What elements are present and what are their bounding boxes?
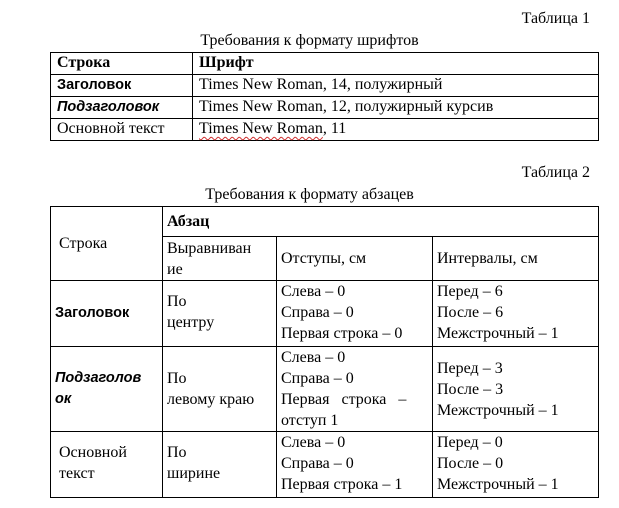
table-row (51, 97, 599, 119)
interval-line: Межстрочный – 1 (437, 325, 559, 342)
interval-line: Перед – 6 (437, 283, 503, 300)
table-row (51, 119, 599, 141)
indent-line: Слева – 0 (281, 434, 346, 451)
table1-row-value (193, 75, 599, 97)
interval-line: Межстрочный – 1 (437, 476, 559, 493)
table1-header-row (51, 53, 599, 75)
indent-line: отступ 1 (281, 412, 339, 429)
align-line: По (167, 444, 187, 461)
align-line: левому краю (167, 391, 255, 408)
table-row (51, 281, 599, 347)
table-row (51, 75, 599, 97)
interval-line: После – 3 (437, 380, 504, 398)
table2-row-intervals (433, 432, 599, 498)
font-params: , 14, полужирный (322, 76, 443, 93)
interval-line: После – 6 (437, 304, 504, 321)
table1-row-name: Основной текст (51, 119, 193, 141)
align-label-line: ие (167, 261, 183, 278)
table2-row-align (163, 432, 277, 498)
table-row (51, 347, 599, 432)
table-row (51, 432, 599, 498)
table2-header-row-label: Строка (51, 207, 163, 281)
interval-line: После – 0 (437, 455, 504, 472)
indent-line: Первая строка – 0 (281, 325, 403, 342)
align-line: По (167, 370, 187, 387)
indent-line: Слева – 0 (281, 283, 346, 300)
font-name-spellcheck: Times New Roman (199, 120, 323, 137)
table1-row-value (193, 97, 599, 119)
indent-line: Справа – 0 (281, 304, 354, 321)
table2-row-indents (277, 347, 433, 432)
font-name: Times New Roman (199, 98, 323, 115)
table2-title: Требования к формату абзацев (205, 186, 414, 203)
indent-line: Справа – 0 (281, 370, 354, 387)
table1-title: Требования к формату шрифтов (200, 32, 419, 49)
row-name-line: Подзаголов (55, 370, 142, 386)
table2-row-indents (277, 281, 433, 347)
table2-row-name (51, 432, 163, 498)
table2-number-label: Таблица 2 (521, 164, 590, 181)
table2-header-align (163, 237, 277, 281)
align-line: ширине (167, 465, 221, 482)
table2-row-align (163, 347, 277, 432)
font-params: , 11 (322, 120, 347, 137)
align-line: центру (167, 314, 215, 331)
font-name: Times New Roman (199, 76, 323, 93)
table1-number-label: Таблица 1 (521, 10, 590, 27)
interval-line: Межстрочный – 1 (437, 401, 559, 419)
table2-row-indents (277, 432, 433, 498)
row-name-line: ок (55, 391, 72, 407)
indent-line: Первая строка – (281, 391, 407, 408)
indent-line: Слева – 0 (281, 349, 346, 366)
font-requirements-table (50, 52, 599, 141)
table1-row-value (193, 119, 599, 141)
interval-line: Перед – 0 (437, 434, 503, 451)
table2-header-intervals: Интервалы, см (433, 237, 599, 281)
paragraph-requirements-table (50, 206, 599, 498)
indent-line: Справа – 0 (281, 455, 354, 472)
table2-row-align (163, 281, 277, 347)
align-label-line: Выравниван (167, 240, 252, 257)
row-name-line: текст (59, 465, 95, 482)
font-params: , 12, полужирный курсив (322, 98, 494, 115)
table1-row-name: Подзаголовок (51, 97, 193, 119)
align-line: По (167, 293, 187, 310)
table2-header-group-label: Абзац (163, 207, 599, 237)
table2-header-indents: Отступы, см (277, 237, 433, 281)
indent-line: Первая строка – 1 (281, 476, 403, 493)
table2-header-row (51, 207, 599, 237)
table1-header-font-label: Шрифт (193, 53, 599, 75)
table2-row-name (51, 347, 163, 432)
table1-header-row-label: Строка (51, 53, 193, 75)
table2-row-intervals (433, 347, 599, 432)
interval-line: Перед – 3 (437, 359, 503, 377)
table2-row-intervals (433, 281, 599, 347)
table1-row-name: Заголовок (51, 75, 193, 97)
table2-row-name: Заголовок (51, 281, 163, 347)
row-name-line: Основной (59, 444, 127, 461)
